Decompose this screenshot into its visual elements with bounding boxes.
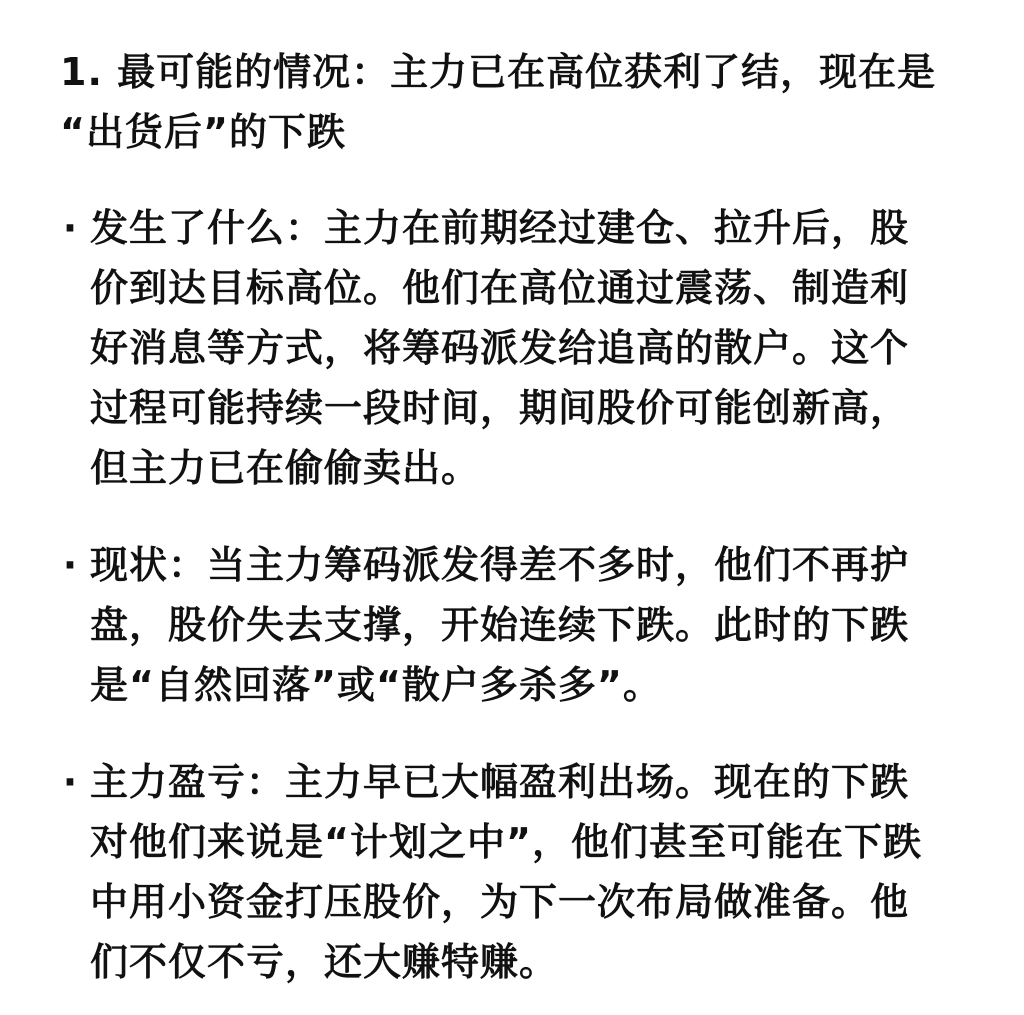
- heading-line-2: “出货后”的下跌: [60, 110, 346, 154]
- bullet-text: 主力盈亏：主力早已大幅盈利出场。现在的下跌 对他们来说是“计划之中”，他们甚至可能在下跌 中用小资金打压股价，为下一次布局做准备。他 们不仅不亏，还大赚特赚。: [90, 760, 922, 984]
- bullet-dot-icon: ·: [62, 760, 78, 804]
- heading-number: 1.: [60, 50, 103, 94]
- bullet-item-what-happened: [60, 198, 968, 498]
- bullet-text: 现状：当主力筹码派发得差不多时，他们不再护 盘，股价失去支撑，开始连续下跌。此时的下跌 是“自然回落”或“散户多杀多”。: [90, 543, 910, 707]
- heading-line-1: 最可能的情况：主力已在高位获利了结，现在是: [117, 50, 937, 94]
- bullet-dot-icon: ·: [62, 206, 78, 250]
- bullet-list: [60, 198, 968, 992]
- bullet-text: 发生了什么：主力在前期经过建仓、拉升后，股 价到达目标高位。他们在高位通过震荡、制造利 好消息等方式，将筹码派发给追高的散户。这个 过程可能持续一段时间，期间股价可能创新高， 但主力已在偷偷卖出。: [90, 206, 910, 490]
- section-heading: [60, 42, 968, 162]
- bullet-dot-icon: ·: [62, 543, 78, 587]
- bullet-item-profit-loss: [60, 752, 968, 992]
- bullet-item-current-status: [60, 535, 968, 715]
